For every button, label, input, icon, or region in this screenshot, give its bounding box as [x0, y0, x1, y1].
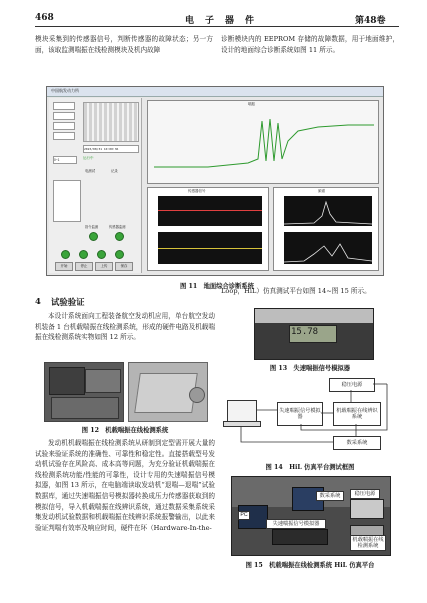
- sensor-plot-area: [158, 196, 262, 226]
- diagram-connectors: [221, 376, 399, 458]
- sensor-plot-title: 传感器信号: [188, 189, 206, 193]
- simulator-device: [272, 529, 328, 545]
- status-led-3: [61, 250, 70, 259]
- page-number: 468: [35, 13, 54, 23]
- window-title-bar: 中国航发动力所: [47, 87, 383, 97]
- sensor-plot-area-2: [158, 232, 262, 264]
- datetime-field: 2023/08/31 10:00:36: [83, 145, 139, 153]
- start-button[interactable]: 开始: [55, 262, 73, 271]
- power-supply-block: 稳压电源: [329, 378, 375, 392]
- status-led-2: [115, 232, 124, 241]
- validation-paragraph: 发动机机载喘振在线检测系统从研制到定型需开展大量的试验来验证系统的准确性、可靠性和稳定性。直接搭载型号发动机试验存在风险高、成本高等问题，为充分验证机载喘振在线检测系统功能/性能的可靠性，设计专用的失速喘振信号模拟器，如图 13 所示，在电脑端读取发动机“退喘—退喘”试验数据库，通过失速喘振信号模拟器转换成压力传感器获取到的模拟信号，导入机载喘振在线辨识系统，通过数据采集系统采集发动机试验数据和机载喘振在线辨识系统报警输出，以此来验证判喘有效率及响应时间，硬件在环（Hardware-In-the-: [35, 439, 215, 532]
- status-led-4: [79, 250, 88, 259]
- label-daq: 数采系统: [316, 491, 344, 501]
- upload-button[interactable]: 上传: [95, 262, 113, 271]
- sensor-plot: [147, 187, 269, 271]
- header-rule: [35, 26, 399, 27]
- surge-plot: [147, 100, 379, 184]
- mode-2: 传感器监测: [109, 225, 126, 229]
- figure-13-photo: [254, 308, 374, 360]
- save-button[interactable]: 保存: [115, 262, 133, 271]
- figure-13-caption: 图 13 失速喘振信号模拟器: [269, 365, 351, 372]
- channel-list: [53, 180, 81, 222]
- label-identifier: 机载喘振在线检测系统: [350, 535, 386, 551]
- figure-15-photo: [231, 476, 391, 556]
- figure-14-diagram: [221, 376, 399, 458]
- volume-number: 第48卷: [355, 16, 386, 26]
- spectrum-area-1: [284, 196, 372, 226]
- radio-1[interactable]: 电测试: [85, 169, 96, 173]
- surge-plot-title: 喘振: [248, 102, 255, 106]
- right-column-text: Loop，HiL）仿真测试平台如图 14~图 15 所示。: [221, 287, 371, 295]
- section-4-title: 试验验证: [51, 297, 85, 307]
- identifier-block: 机载喘振在线辨识系统: [333, 402, 381, 426]
- simulator-block: 失速喘振信号模拟器: [277, 402, 323, 426]
- daq-block: 数采系统: [333, 436, 381, 450]
- figure-11-caption: 图 11 地面综合诊断系统: [180, 283, 254, 290]
- label-power: 稳压电源: [350, 489, 380, 499]
- status-grid: [83, 102, 139, 142]
- mode-1: 指令监测: [85, 225, 99, 229]
- spectrum-area-2: [284, 232, 372, 264]
- label-pc: PC: [238, 511, 250, 520]
- status-led-5: [97, 250, 106, 259]
- top-text-right: 诊断模块内的 EEPROM 存储的故障数据，用于地面维护，设计的地面综合诊断系统如图 11 所示。: [221, 35, 399, 54]
- figure-12-photo-board: [44, 362, 124, 422]
- status-led-1: [89, 232, 98, 241]
- figure-14-caption: 图 14 HiL 仿真平台测试框图: [265, 464, 355, 471]
- data-range-field: 0~1: [53, 156, 77, 164]
- spectrum-plot: [273, 187, 379, 271]
- intro-paragraph: 本设计系统面向工程装备航空发动机应用，单台航空发动机装备 1 台机载喘振在线检测系统，形成的硬件电路及机载喘振在线检测系统实物如图 12 所示。: [35, 312, 215, 342]
- figure-12-caption: 图 12 机载喘振在线检测系统: [81, 427, 169, 434]
- figure-11-screenshot: [46, 86, 384, 276]
- power-supply-device: [350, 499, 384, 519]
- stop-button[interactable]: 停止: [75, 262, 93, 271]
- spectrum-plot-title: 频谱: [318, 189, 325, 193]
- top-text-left: 模块采集到的传感器信号，判断传感器的故障状态；另一方面，该取监测喘振在线检测模块及机内故障: [35, 35, 213, 54]
- control-panel: [49, 98, 142, 273]
- status-led-6: [115, 250, 124, 259]
- journal-title: 电 子 器 件: [185, 16, 256, 26]
- run-status: 运行中: [83, 156, 94, 160]
- figure-12-photo-housing: [128, 362, 208, 422]
- surge-waveform: [148, 101, 378, 183]
- label-simulator: 失速喘振信号模拟器: [266, 519, 326, 529]
- section-4-number: 4: [35, 296, 41, 306]
- radio-2[interactable]: 记录: [111, 169, 118, 173]
- figure-15-caption: 图 15 机载喘振在线检测系统 HiL 仿真平台: [245, 562, 375, 569]
- simulator-display: 15.78: [291, 327, 319, 337]
